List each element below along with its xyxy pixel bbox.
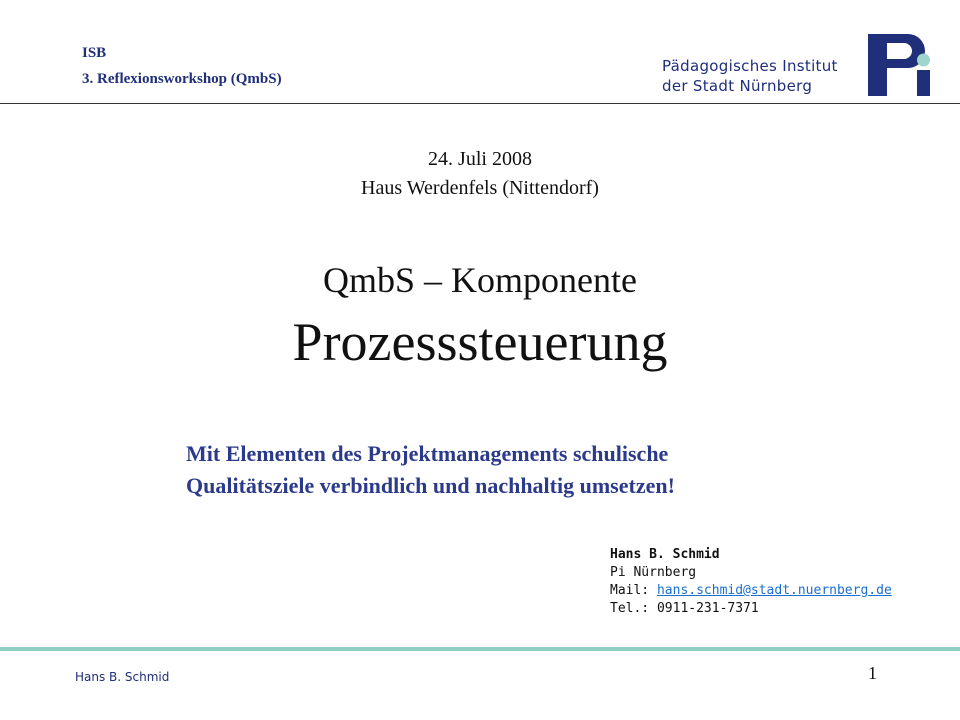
subtitle-line1: Mit Elementen des Projektmanagements schulische — [186, 441, 669, 466]
institute-line2: der Stadt Nürnberg — [662, 77, 813, 95]
logo-p-stem — [868, 34, 887, 96]
header-org: ISB — [82, 45, 107, 61]
institute-line1: Pädagogisches Institut — [662, 57, 838, 75]
contact-mail-link[interactable]: hans.schmid@stadt.nuernberg.de — [656, 583, 892, 598]
subtitle-line2: Qualitätsziele verbindlich und nachhaltig umsetzen! — [186, 473, 675, 498]
logo-p-hole — [887, 43, 912, 59]
event-info — [0, 145, 960, 203]
page-number: 1 — [868, 663, 877, 683]
pi-logo-icon — [868, 34, 934, 96]
contact-mail-row — [610, 582, 892, 600]
contact-name: Hans B. Schmid — [610, 547, 720, 562]
logo-i-stem — [917, 70, 930, 96]
contact-mail-label: Mail: — [610, 583, 657, 598]
header-org-block — [82, 40, 282, 92]
footer-author: Hans B. Schmid — [75, 670, 170, 684]
header-divider — [0, 103, 960, 104]
contact-block — [610, 546, 892, 618]
title-line2: Prozesssteuerung — [292, 312, 668, 372]
event-place: Haus Werdenfels (Nittendorf) — [361, 177, 599, 199]
subtitle — [186, 438, 675, 502]
logo-i-dot — [917, 54, 930, 67]
contact-org: Pi Nürnberg — [610, 565, 697, 580]
title-line1: QmbS – Komponente — [323, 260, 637, 300]
header-workshop: 3. Reflexionsworkshop (QmbS) — [82, 71, 282, 87]
institute-name — [662, 56, 838, 96]
footer-divider — [0, 647, 960, 651]
event-date: 24. Juli 2008 — [428, 148, 532, 170]
contact-tel: Tel.: 0911-231-7371 — [610, 601, 759, 616]
